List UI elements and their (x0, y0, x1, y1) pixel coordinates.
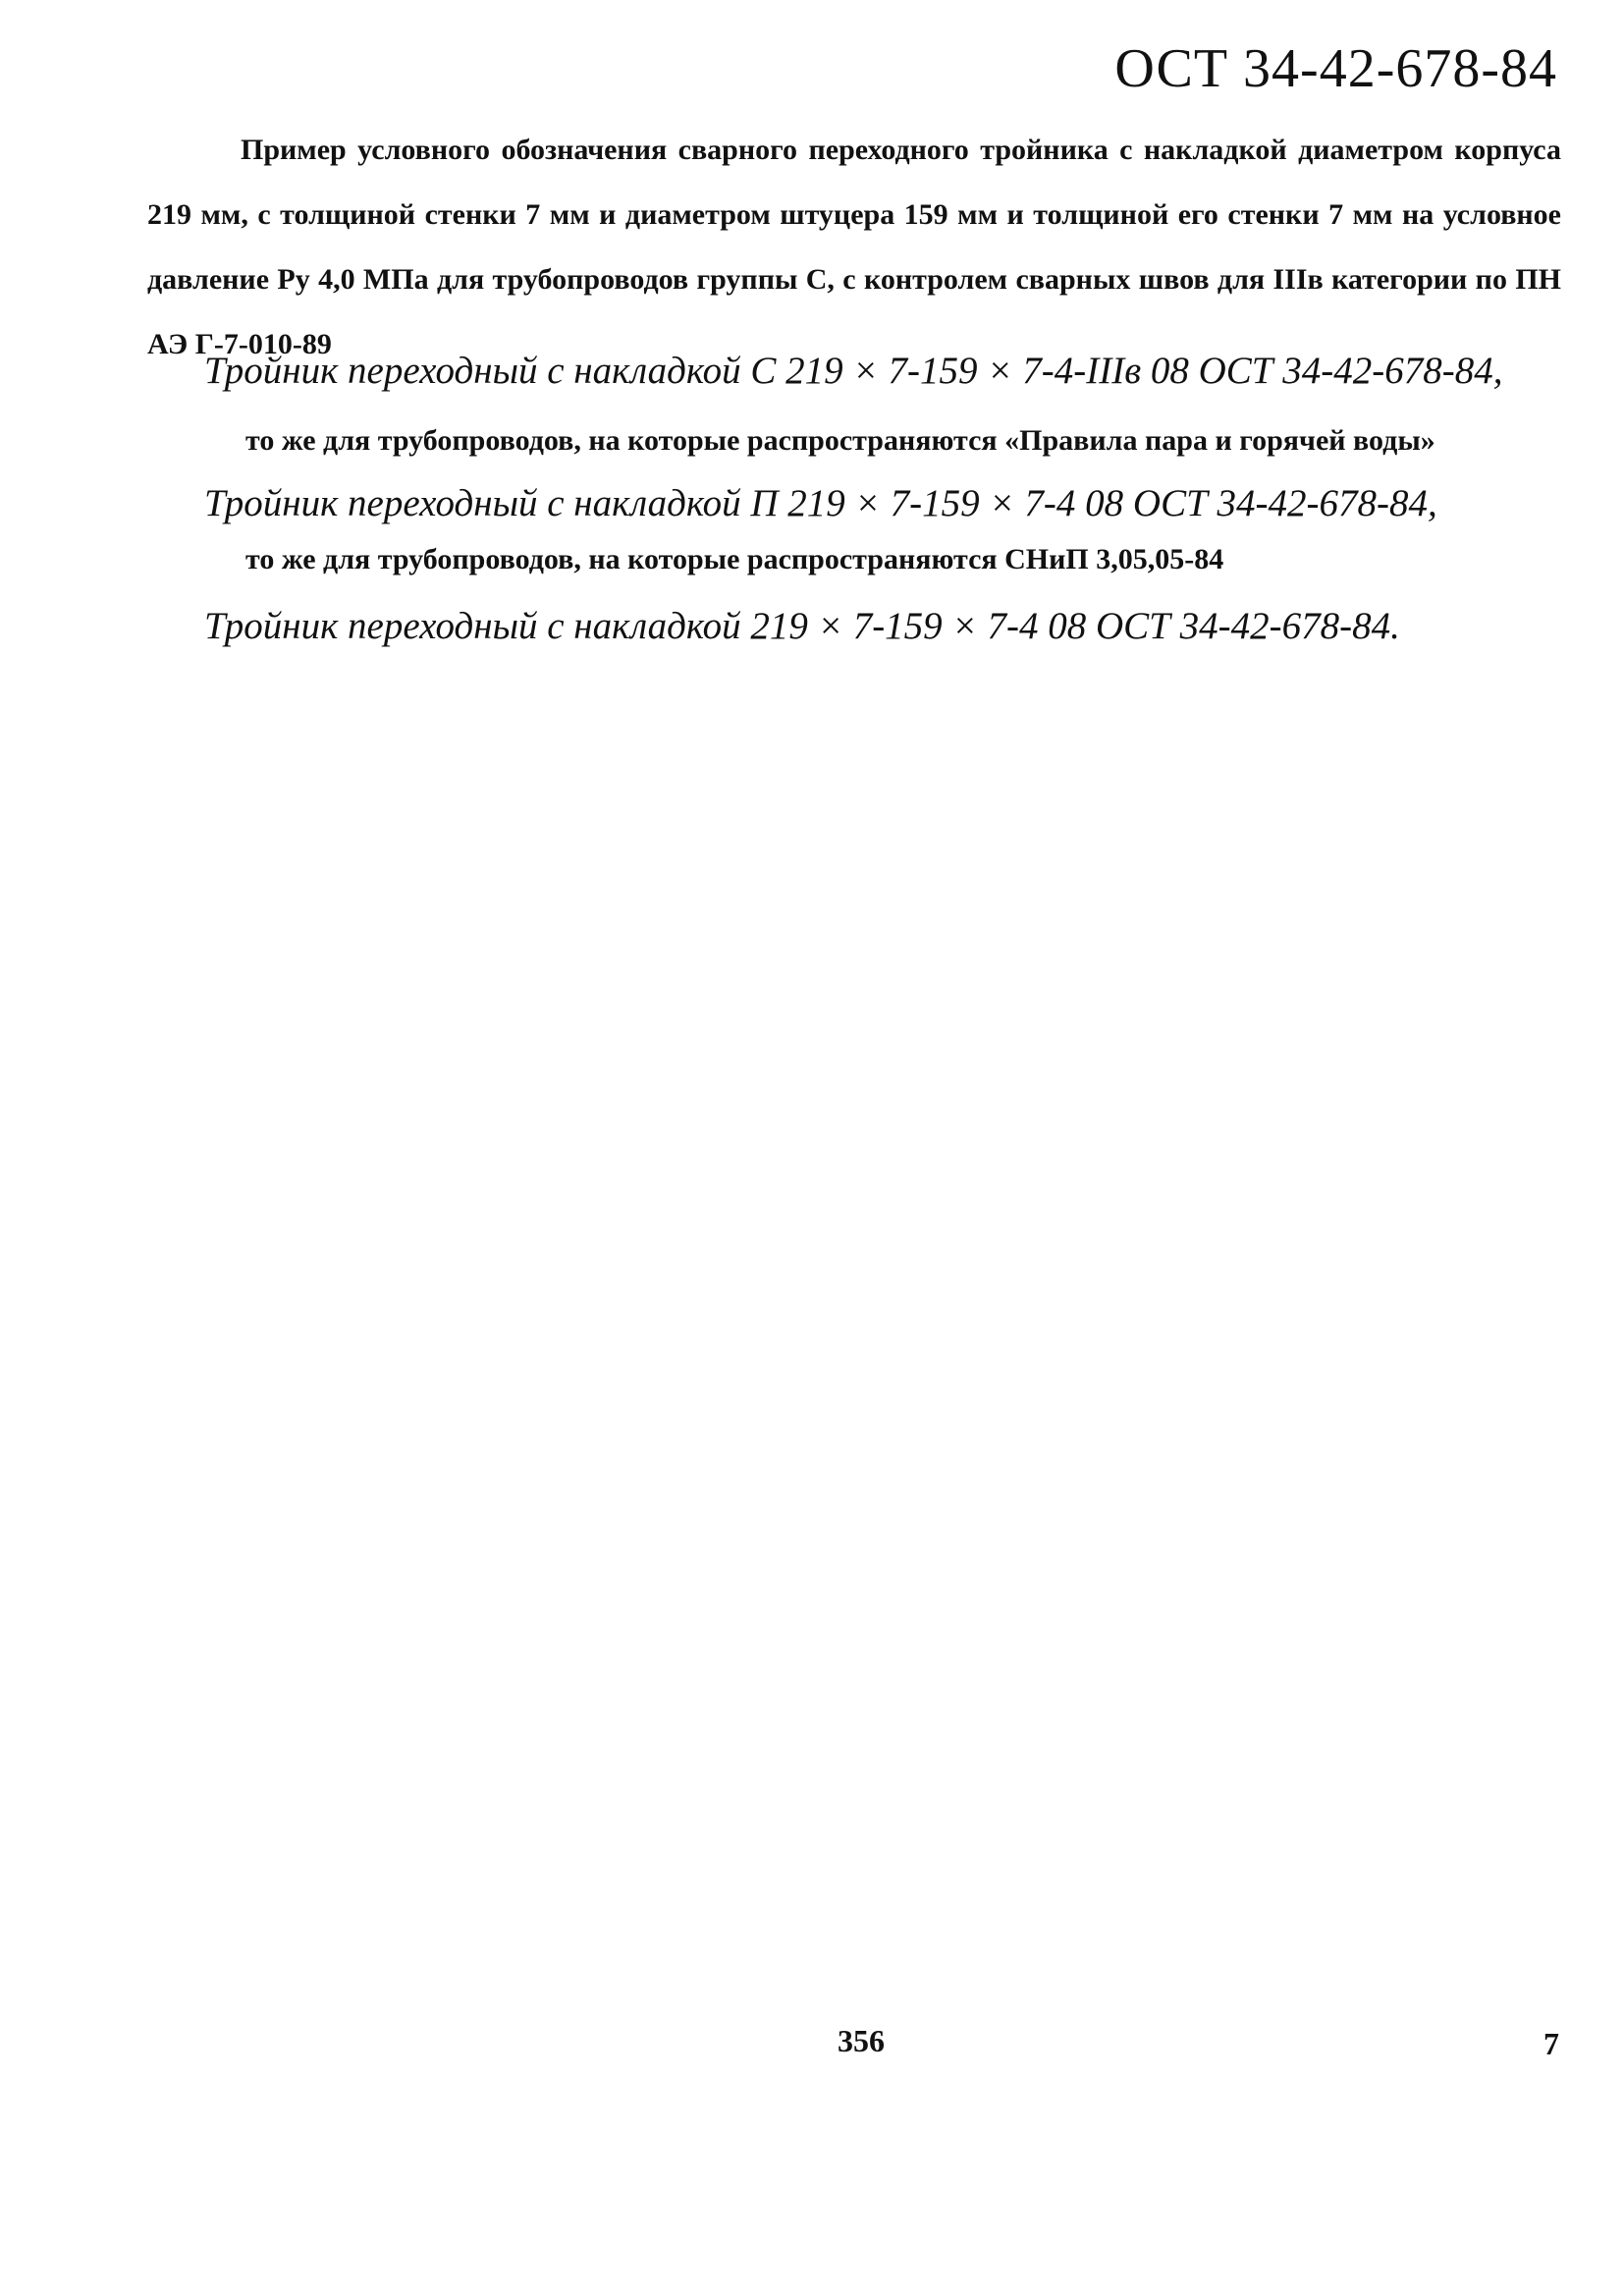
document-code: ОСТ 34-42-678-84 (1114, 38, 1557, 99)
note-line-2: то же для трубопроводов, на которые распространяются СНиП 3,05,05-84 (245, 543, 1224, 575)
example-paragraph: Пример условного обозначения сварного переходного тройника с накладкой диаметром корпуса 219 мм, с толщиной стенки 7 мм и диаметром штуцера 159 мм и толщиной его стенки 7 мм на условное давление Ру 4,0 МПа для трубопроводов группы С, с контролем сварных швов для IIIв категории по ПН АЭ Г-7-010-89 (147, 134, 1561, 360)
note-line-1: то же для трубопроводов, на которые распространяются «Правила пара и горячей воды» (245, 424, 1435, 457)
designation-line-1: Тройник переходный с накладкой С 219 × 7-159 × 7-4-IIIв 08 ОСТ 34-42-678-84, (204, 350, 1503, 392)
page-number: 356 (838, 2023, 885, 2058)
designation-line-3: Тройник переходный с накладкой 219 × 7-159 × 7-4 08 ОСТ 34-42-678-84. (204, 605, 1400, 647)
designation-line-2: Тройник переходный с накладкой П 219 × 7-159 × 7-4 08 ОСТ 34-42-678-84, (204, 482, 1437, 524)
sheet-number: 7 (1543, 2026, 1559, 2061)
